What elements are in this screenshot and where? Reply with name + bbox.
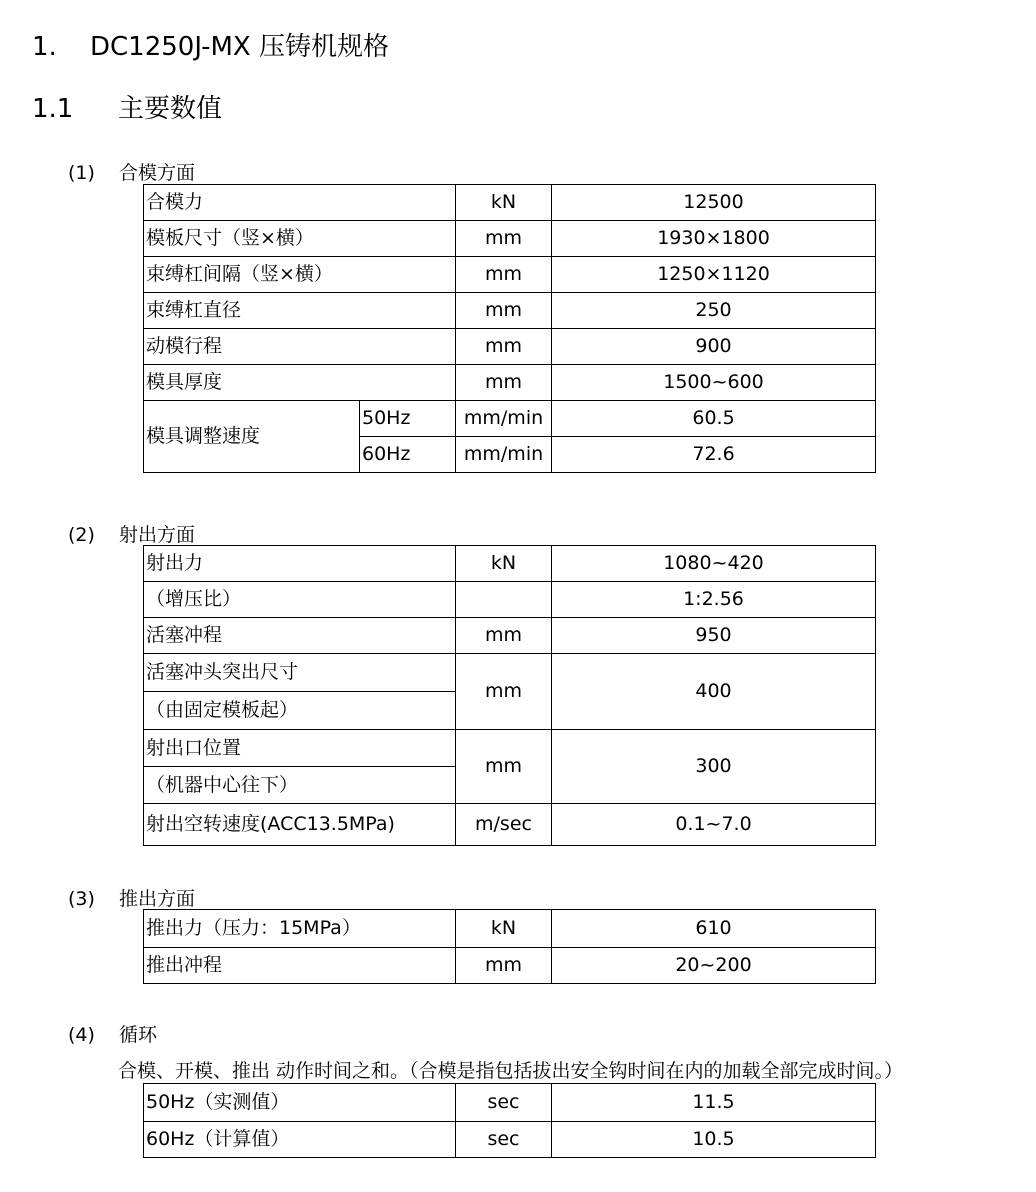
section-title-ejection bbox=[68, 884, 195, 911]
section-number: (1) bbox=[68, 162, 95, 184]
section-label: 推出方面 bbox=[119, 888, 196, 910]
row-label-sub: （机器中心往下） bbox=[144, 767, 456, 804]
row-label: 活塞冲头突出尺寸 bbox=[144, 654, 456, 692]
row-unit: sec bbox=[456, 1084, 552, 1122]
table-row bbox=[144, 185, 876, 221]
row-value: 20~200 bbox=[552, 948, 876, 984]
row-unit: mm/min bbox=[456, 437, 552, 473]
row-unit: m/sec bbox=[456, 804, 552, 846]
row-label: 推出力（压力：15MPa） bbox=[144, 910, 456, 948]
section-number: (2) bbox=[68, 524, 95, 546]
row-value: 1930×1800 bbox=[552, 221, 876, 257]
ejection-spec-table bbox=[143, 909, 876, 984]
cycle-spec-table bbox=[143, 1083, 876, 1158]
row-value: 250 bbox=[552, 293, 876, 329]
table-row bbox=[144, 546, 876, 582]
table-row bbox=[144, 1084, 876, 1122]
row-label: 射出口位置 bbox=[144, 730, 456, 767]
row-unit: mm bbox=[456, 365, 552, 401]
table-row bbox=[144, 948, 876, 984]
table-row bbox=[144, 365, 876, 401]
table-row bbox=[144, 401, 876, 437]
row-unit: mm bbox=[456, 293, 552, 329]
injection-spec-table bbox=[143, 545, 876, 846]
row-label: 束缚杠直径 bbox=[144, 293, 456, 329]
row-unit: mm bbox=[456, 730, 552, 804]
table-row bbox=[144, 1122, 876, 1158]
row-label: 50Hz（实测值） bbox=[144, 1084, 456, 1122]
row-value: 72.6 bbox=[552, 437, 876, 473]
cycle-note: 合模、开模、推出 动作时间之和。（合模是指包括拔出安全钩时间在内的加载全部完成时间。） bbox=[118, 1060, 904, 1082]
row-value: 300 bbox=[552, 730, 876, 804]
row-label: 活塞冲程 bbox=[144, 618, 456, 654]
row-label: 束缚杠间隔（竖×横） bbox=[144, 257, 456, 293]
row-value: 11.5 bbox=[552, 1084, 876, 1122]
row-unit: mm bbox=[456, 329, 552, 365]
table-row bbox=[144, 804, 876, 846]
table-row bbox=[144, 654, 876, 692]
row-label: 模具调整速度 bbox=[144, 401, 360, 473]
row-unit: mm bbox=[456, 257, 552, 293]
subheading bbox=[32, 88, 222, 125]
row-label-sub: （由固定模板起） bbox=[144, 692, 456, 730]
row-unit: sec bbox=[456, 1122, 552, 1158]
row-unit: mm bbox=[456, 221, 552, 257]
row-label: 模板尺寸（竖×横） bbox=[144, 221, 456, 257]
row-label: 动模行程 bbox=[144, 329, 456, 365]
row-unit: kN bbox=[456, 546, 552, 582]
table-row bbox=[144, 618, 876, 654]
row-unit: mm bbox=[456, 948, 552, 984]
row-value: 950 bbox=[552, 618, 876, 654]
row-frequency: 50Hz bbox=[360, 401, 456, 437]
row-label: 60Hz（计算值） bbox=[144, 1122, 456, 1158]
row-label: （增压比） bbox=[144, 582, 456, 618]
table-row bbox=[144, 221, 876, 257]
row-value: 1:2.56 bbox=[552, 582, 876, 618]
row-label: 合模力 bbox=[144, 185, 456, 221]
table-row bbox=[144, 582, 876, 618]
row-unit: mm bbox=[456, 618, 552, 654]
subheading-number: 1.1 bbox=[32, 94, 74, 124]
row-unit: kN bbox=[456, 185, 552, 221]
table-row bbox=[144, 730, 876, 767]
section-label: 合模方面 bbox=[119, 162, 196, 184]
row-label: 射出空转速度(ACC13.5MPa) bbox=[144, 804, 456, 846]
row-value: 0.1~7.0 bbox=[552, 804, 876, 846]
row-unit: mm/min bbox=[456, 401, 552, 437]
subheading-text: 主要数值 bbox=[118, 94, 223, 124]
document-heading bbox=[32, 26, 389, 63]
section-title-clamping bbox=[68, 158, 195, 185]
row-value: 12500 bbox=[552, 185, 876, 221]
section-number: (3) bbox=[68, 888, 95, 910]
table-row bbox=[144, 910, 876, 948]
row-label: 射出力 bbox=[144, 546, 456, 582]
row-unit bbox=[456, 582, 552, 618]
heading-number: 1. bbox=[32, 32, 57, 62]
row-label: 推出冲程 bbox=[144, 948, 456, 984]
row-unit: mm bbox=[456, 654, 552, 730]
section-label: 射出方面 bbox=[119, 524, 196, 546]
section-title-cycle bbox=[68, 1020, 157, 1047]
row-value: 10.5 bbox=[552, 1122, 876, 1158]
section-label: 循环 bbox=[119, 1024, 158, 1046]
row-value: 1080~420 bbox=[552, 546, 876, 582]
heading-text: DC1250J-MX 压铸机规格 bbox=[90, 32, 389, 62]
row-unit: kN bbox=[456, 910, 552, 948]
section-title-injection bbox=[68, 520, 195, 547]
table-row bbox=[144, 293, 876, 329]
row-value: 60.5 bbox=[552, 401, 876, 437]
clamping-spec-table bbox=[143, 184, 876, 473]
row-value: 610 bbox=[552, 910, 876, 948]
row-value: 1250×1120 bbox=[552, 257, 876, 293]
row-value: 1500~600 bbox=[552, 365, 876, 401]
section-number: (4) bbox=[68, 1024, 95, 1046]
row-value: 900 bbox=[552, 329, 876, 365]
row-label: 模具厚度 bbox=[144, 365, 456, 401]
table-row bbox=[144, 329, 876, 365]
row-value: 400 bbox=[552, 654, 876, 730]
table-row bbox=[144, 257, 876, 293]
row-frequency: 60Hz bbox=[360, 437, 456, 473]
